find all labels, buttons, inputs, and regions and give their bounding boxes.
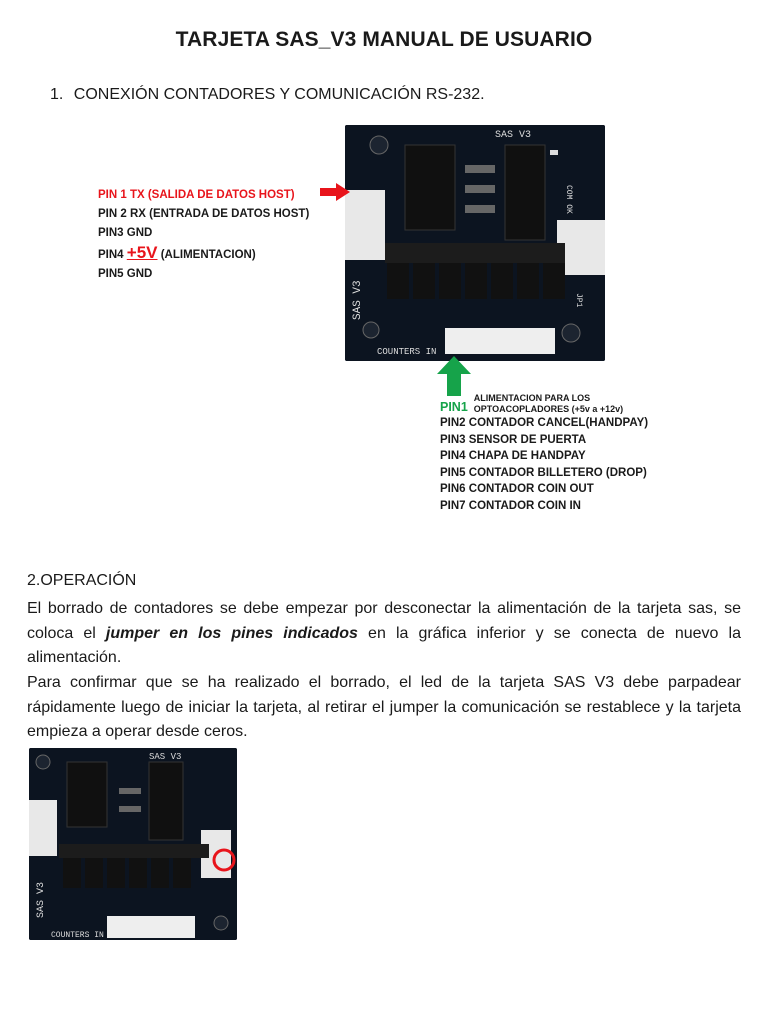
pin-label: PIN2 CONTADOR CANCEL(HANDPAY) [440,417,649,429]
board2-label-counters: COUNTERS IN [51,931,104,940]
pin1-desc-line2: OPTOACOPLADORES (+5v a +12v) [473,404,624,414]
board-label-sas-side: SAS V3 [352,280,364,320]
pin1-desc-line1: ALIMENTACION PARA LOS [473,393,591,403]
section-1-heading [50,86,485,104]
board-photo-top [345,125,605,361]
red-arrow-icon [320,183,350,201]
pin1-label: PIN1 [440,399,468,414]
board-label-jp: JP1 [574,293,583,308]
section-1-number: 1. [50,86,64,103]
board2-label-sas-side: SAS V3 [36,881,47,918]
pin-label: PIN4 CHAPA DE HANDPAY [440,450,586,462]
board2-label-sas-top: SAS V3 [149,752,182,762]
section-2-heading: 2.OPERACIÓN [27,572,137,589]
emphasis-jumper: jumper en los pines indicados [105,624,358,642]
green-arrow-icon [437,356,471,396]
section-2-paragraph-1: El borrado de contadores se debe empezar por desconectar la alimentación de la tarjeta sas, se coloca el jumper en los pines indicados en la gráfica inferior y se conecta de nuevo la alimentación. [27,600,741,666]
pin-label-power: PIN4 +5V (ALIMENTACION) [98,243,256,262]
pin-label: PIN6 CONTADOR COIN OUT [440,483,594,495]
board-photo-bottom [29,748,237,940]
section-1-title: CONEXIÓN CONTADORES Y COMUNICACIÓN RS-232. [73,86,485,103]
board-label-counters: COUNTERS IN [377,347,437,357]
pin-label: PIN3 GND [98,227,153,239]
pin1-row [440,393,648,415]
counters-pin-list [440,393,648,514]
pin-label: PIN 2 RX (ENTRADA DE DATOS HOST) [98,208,310,220]
document-title: TARJETA SAS_V3 MANUAL DE USUARIO [175,28,593,51]
pin-label: PIN5 GND [98,268,153,280]
rs232-pin-list [98,186,309,284]
pin-label: PIN7 CONTADOR COIN IN [440,499,581,512]
section-2-paragraph-2: Para confirmar que se ha realizado el borrado, el led de la tarjeta SAS V3 debe parpadear rápidamente luego de iniciar la tarjeta, al retirar el jumper la comunicación se restablece y la tarjeta empieza a operar desde ceros. [27,674,741,740]
board-label-sas-top: SAS V3 [495,130,532,141]
pin-label: PIN 1 TX (SALIDA DE DATOS HOST) [98,189,295,201]
pin-label: PIN5 CONTADOR BILLETERO (DROP) [440,466,647,479]
pin-label: PIN3 SENSOR DE PUERTA [440,433,587,446]
board-label-com: COM OK [564,185,573,214]
